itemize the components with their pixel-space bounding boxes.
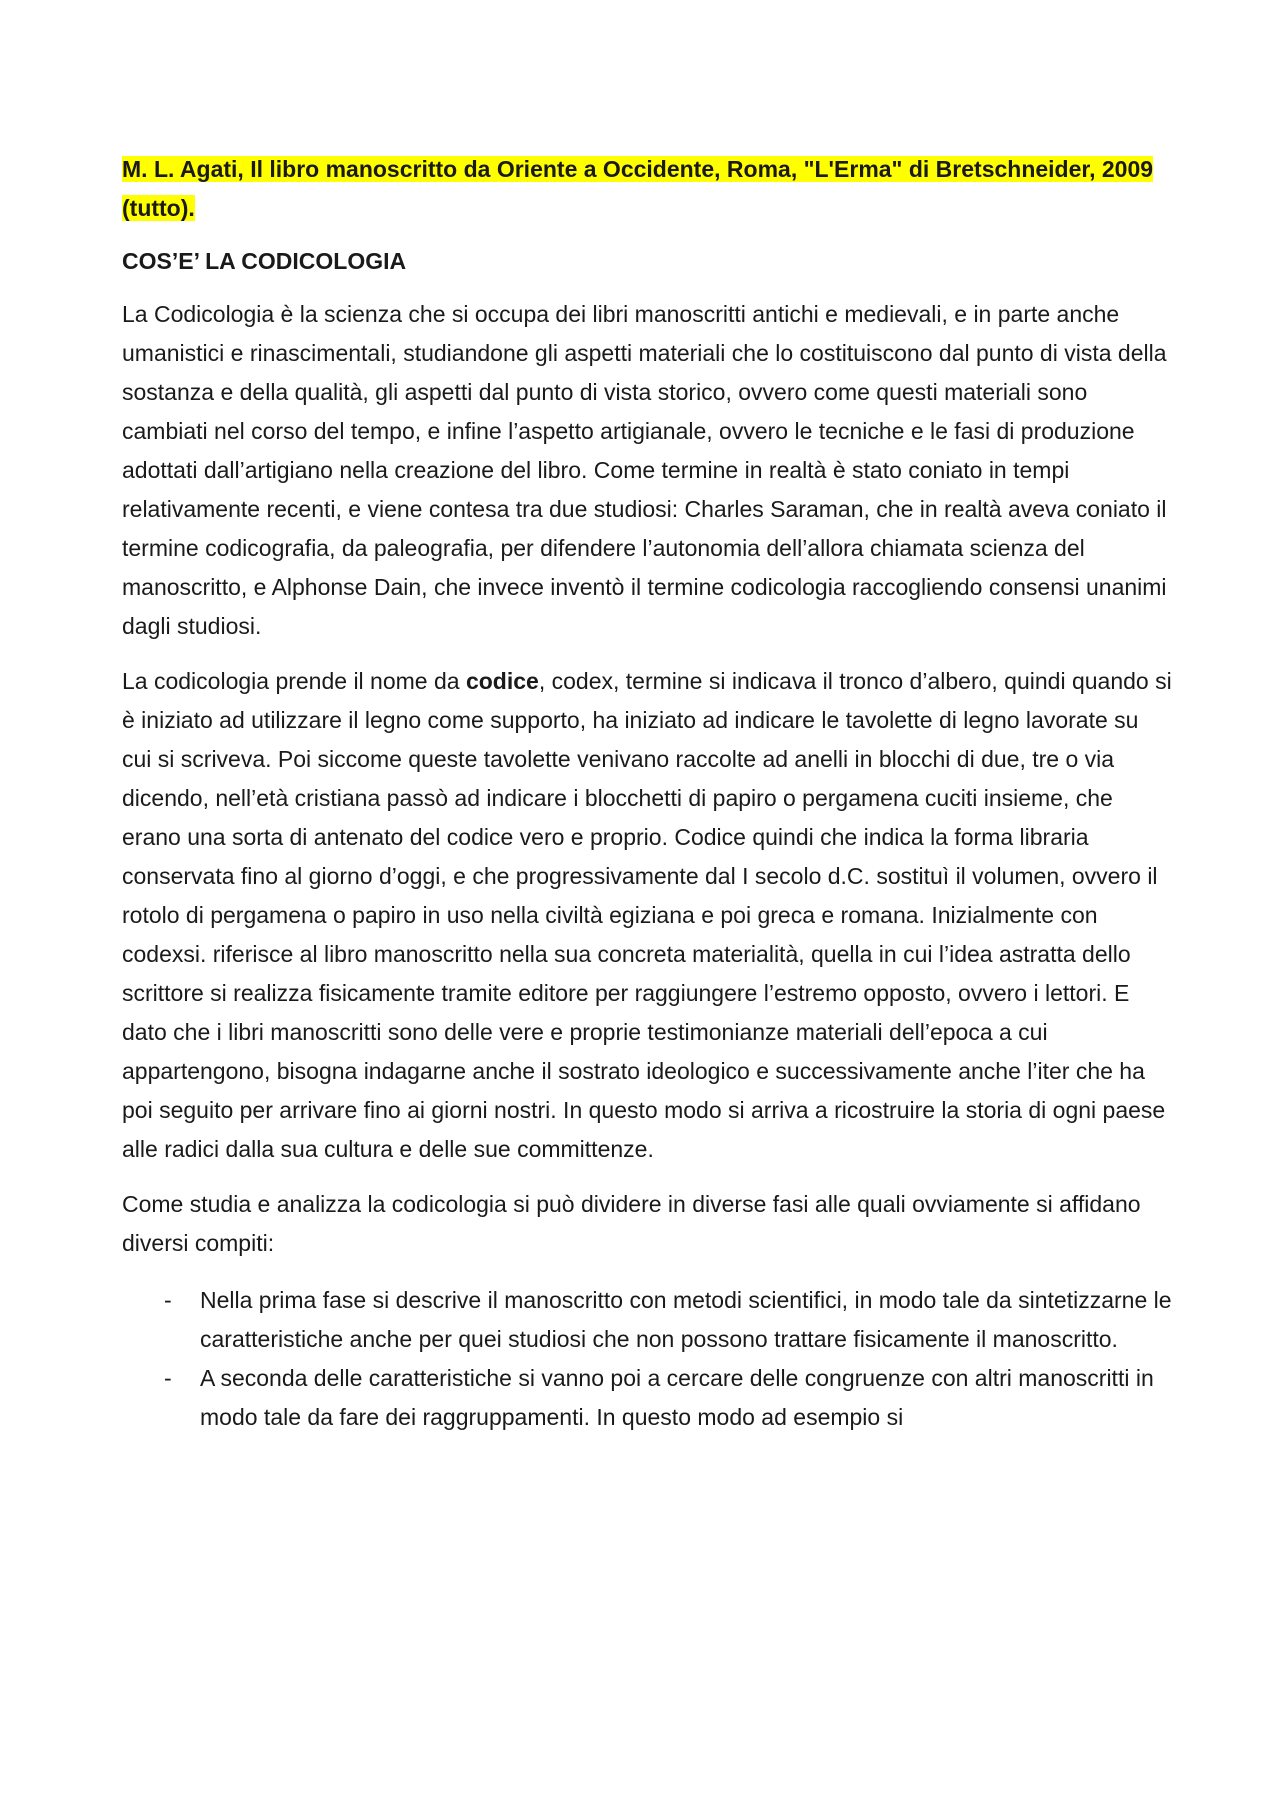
paragraph-definition: La Codicologia è la scienza che si occupa dei libri manoscritti antichi e medievali, e in parte anche umanistici e rinascimentali, studiandone gli aspetti materiali che lo costituiscono dal punto di vista della sostanza e della qualità, gli aspetti dal punto di vista storico, ovvero come questi materiali sono cambiati nel corso del tempo, e infine l’aspetto artigianale, ovvero le tecniche e le fasi di produzione adottati dall’artigiano nella creazione del libro. Come termine in realtà è stato coniato in tempi relativamente recenti, e viene contesa tra due studiosi: Charles Saraman, che in realtà aveva coniato il termine codicografia, da paleografia, per difendere l’autonomia dell’allora chiamata scienza del manoscritto, e Alphonse Dain, che invece inventò il termine codicologia raccogliendo consensi unanimi dagli studiosi. <box>122 301 1167 639</box>
list-dash-marker: - <box>164 1365 172 1391</box>
list-item-text: Nella prima fase si descrive il manoscritto con metodi scientifici, in modo tale da sintetizzarne le caratteristiche anche per quei studiosi che non possono trattare fisicamente il manoscritto. <box>200 1287 1172 1352</box>
highlighted-citation-text: M. L. Agati, Il libro manoscritto da Oriente a Occidente, Roma, "L'Erma" di Bretschneider, 2009 (tutto). <box>122 156 1154 221</box>
phases-list <box>122 1281 1172 1437</box>
document-body <box>122 150 1172 1437</box>
list-dash-marker: - <box>164 1287 172 1313</box>
list-item-text: A seconda delle caratteristiche si vanno poi a cercare delle congruenze con altri manoscritti in modo tale da fare dei raggruppamenti. In questo modo ad esempio si <box>200 1365 1154 1430</box>
paragraph-phases-intro: Come studia e analizza la codicologia si può dividere in diverse fasi alle quali ovviamente si affidano diversi compiti: <box>122 1191 1141 1256</box>
section-heading: COS’E’ LA CODICOLOGIA <box>122 248 407 274</box>
paragraph-etymology <box>122 662 1172 1169</box>
list-item <box>122 1281 1172 1359</box>
paragraph-etymology-body: , codex, termine si indicava il tronco d’albero, quindi quando si è iniziato ad utilizzare il legno come supporto, ha iniziato ad indicare le tavolette di legno lavorate su cui si scriveva. Poi siccome queste tavolette venivano raccolte ad anelli in blocchi di due, tre o via dicendo, nell’età cristiana passò ad indicare i blocchetti di papiro o pergamena cuciti insieme, che erano una sorta di antenato del codice vero e proprio. Codice quindi che indica la forma libraria conservata fino al giorno d’oggi, e che progressivamente dal I secolo d.C. sostituì il volumen, ovvero il rotolo di pergamena o papiro in uso nella civiltà egiziana e poi greca e romana. Inizialmente con codexsi. riferisce al libro manoscritto nella sua concreta materialità, quella in cui l’idea astratta dello scrittore si realizza fisicamente tramite editore per raggiungere l’estremo opposto, ovvero i lettori. E dato che i libri manoscritti sono delle vere e proprie testimonianze materiali dell’epoca a cui appartengono, bisogna indagarne anche il sostrato ideologico e successivamente anche l’iter che ha poi seguito per arrivare fino ai giorni nostri. In questo modo si arriva a ricostruire la storia di ogni paese alle radici dalla sua cultura e delle sue committenze. <box>122 668 1172 1162</box>
bold-term-codice: codice <box>465 668 539 694</box>
list-item <box>122 1359 1172 1437</box>
bibliographic-citation <box>122 150 1172 228</box>
paragraph-etymology-intro: La codicologia prende il nome da <box>122 668 466 694</box>
